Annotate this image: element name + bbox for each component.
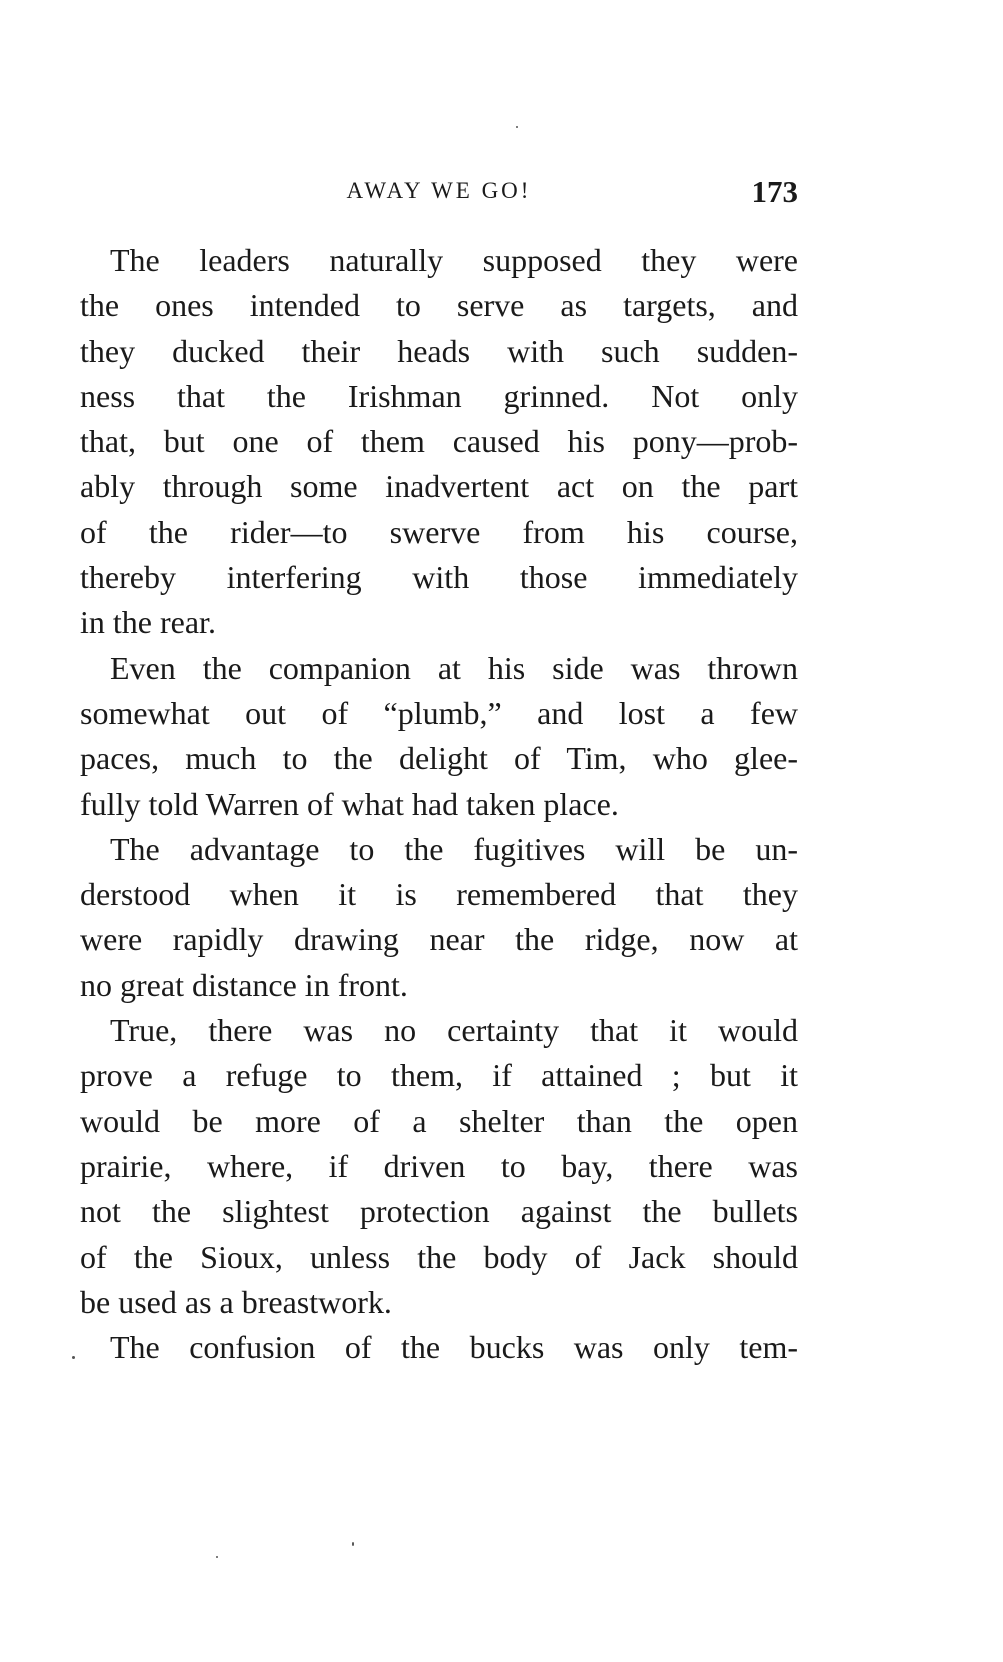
text-line: the ones intended to serve as targets, and	[80, 287, 798, 324]
paragraph	[80, 1008, 798, 1325]
print-speck	[72, 1356, 75, 1359]
text-line: of the Sioux, unless the body of Jack should	[80, 1238, 798, 1275]
text-line: True, there was no certainty that it would	[110, 1012, 798, 1049]
text-line: The confusion of the bucks was only tem-	[110, 1329, 798, 1366]
running-head	[80, 174, 798, 218]
text-line: ness that the Irishman grinned. Not only	[80, 377, 798, 414]
print-speck	[352, 1542, 354, 1546]
text-line: be used as a breastwork.	[80, 1283, 392, 1320]
body-text	[80, 238, 798, 1370]
paragraph	[80, 1325, 798, 1370]
text-line: ably through some inadvertent act on the part	[80, 468, 798, 505]
paragraph	[80, 827, 798, 1008]
text-line: of the rider—to swerve from his course,	[80, 513, 798, 550]
print-speck	[216, 1556, 218, 1558]
text-line: Even the companion at his side was thrown	[110, 649, 798, 686]
paragraph	[80, 238, 798, 646]
text-line: in the rear.	[80, 604, 216, 641]
text-line: thereby interfering with those immediately	[80, 559, 798, 596]
text-line: no great distance in front.	[80, 966, 408, 1003]
text-line: The advantage to the fugitives will be un-	[110, 830, 798, 867]
text-line: that, but one of them caused his pony—prob-	[80, 423, 798, 460]
text-line: fully told Warren of what had taken place.	[80, 785, 619, 822]
print-speck	[516, 126, 518, 128]
text-line: prove a refuge to them, if attained ; but it	[80, 1057, 798, 1094]
text-line: were rapidly drawing near the ridge, now at	[80, 921, 798, 958]
text-line: derstood when it is remembered that they	[80, 876, 798, 913]
paragraph	[80, 646, 798, 827]
running-title: AWAY WE GO!	[346, 178, 532, 203]
text-line: not the slightest protection against the bullets	[80, 1193, 798, 1230]
text-line: paces, much to the delight of Tim, who glee-	[80, 740, 798, 777]
text-line: somewhat out of “plumb,” and lost a few	[80, 694, 798, 731]
text-line: they ducked their heads with such sudden-	[80, 332, 798, 369]
page-number: 173	[751, 174, 798, 209]
text-line: would be more of a shelter than the open	[80, 1102, 798, 1139]
text-line: The leaders naturally supposed they were	[110, 242, 798, 278]
text-line: prairie, where, if driven to bay, there was	[80, 1147, 798, 1184]
